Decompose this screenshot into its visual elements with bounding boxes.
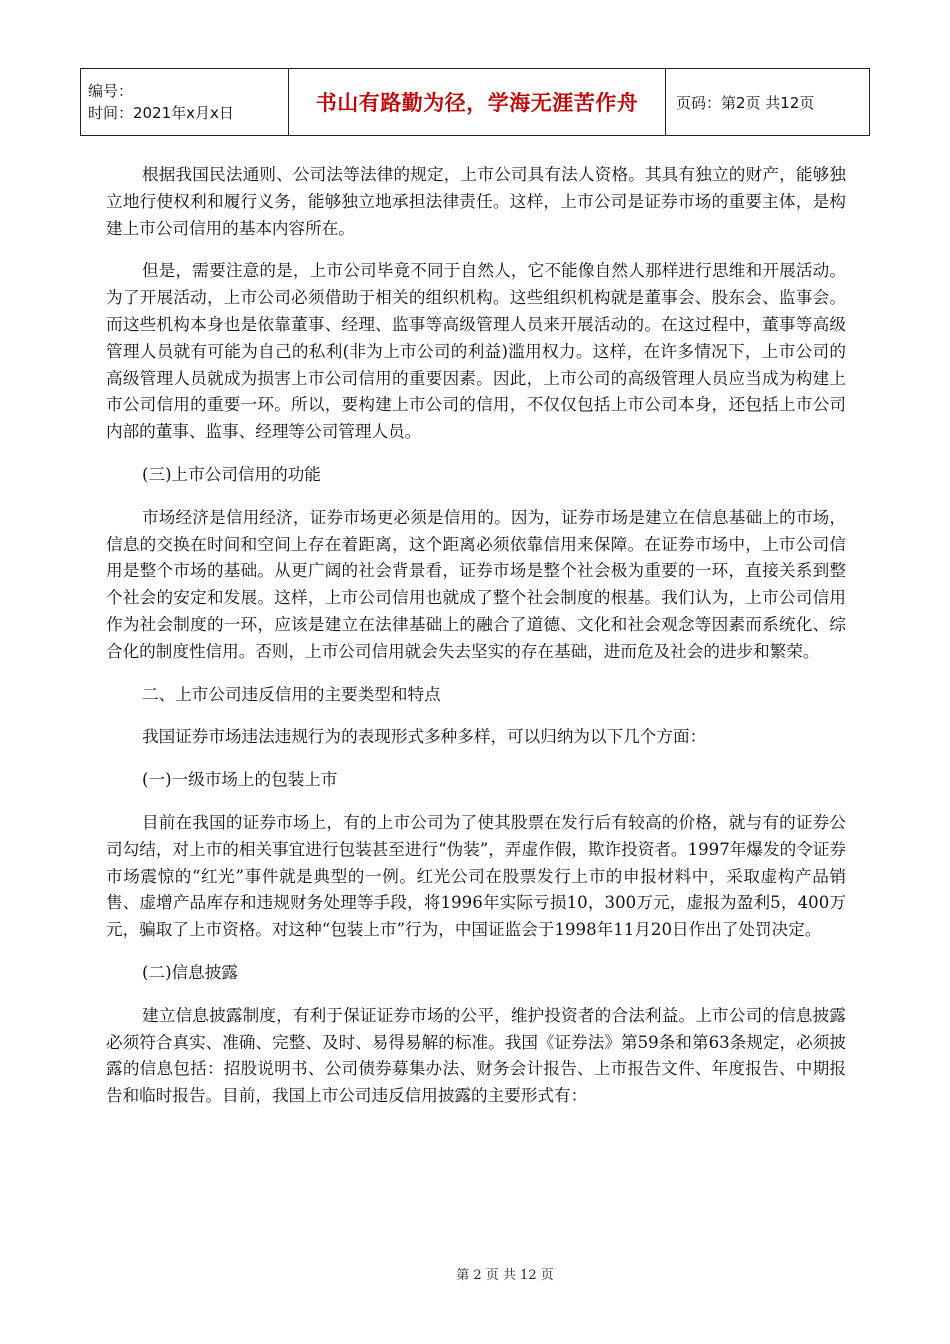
- section-heading: (二)信息披露: [142, 962, 238, 982]
- header-page-info: 页码：第2页 共12页: [666, 69, 870, 136]
- header-meta-cell: [81, 69, 289, 136]
- paragraph: 市场经济是信用经济，证券市场更必须是信用的。因为，证券市场是建立在信息基础上的市场，信息的交换在时间和空间上存在着距离，这个距离必须依靠信用来保障。在证券市场中，上市公司信用是整个市场的基础。从更广阔的社会背景看，证券市场是整个社会极为重要的一环，直接关系到整个社会的安定和发展。这样，上市公司信用也就成了整个社会制度的根基。我们认为，上市公司信用作为社会制度的一环，应该是建立在法律基础上的融合了道德、文化和社会观念等因素而系统化、综合化的制度性信用。否则，上市公司信用就会失去坚实的存在基础，进而危及社会的进步和繁荣。: [106, 507, 846, 661]
- section-heading: 二、上市公司违反信用的主要类型和特点: [142, 684, 441, 704]
- section-heading: (三)上市公司信用的功能: [142, 464, 321, 484]
- page-footer: 第 2 页 共 12 页: [456, 1268, 554, 1283]
- paragraph: 但是，需要注意的是，上市公司毕竟不同于自然人，它不能像自然人那样进行思维和开展活动。为了开展活动，上市公司必须借助于相关的组织机构。这些组织机构就是董事会、股东会、监事会。而这些机构本身也是依靠董事、经理、监事等高级管理人员来开展活动的。在这过程中，董事等高级管理人员就有可能为自己的私利(非为上市公司的利益)滥用权力。这样，在许多情况下，上市公司的高级管理人员就成为损害上市公司信用的重要因素。因此，上市公司的高级管理人员应当成为构建上市公司信用的重要一环。所以，要构建上市公司的信用，不仅仅包括上市公司本身，还包括上市公司内部的董事、监事、经理等公司管理人员。: [106, 261, 846, 442]
- paragraph: 目前在我国的证券市场上，有的上市公司为了使其股票在发行后有较高的价格，就与有的证券公司勾结，对上市的相关事宜进行包装甚至进行“伪装”，弄虚作假，欺诈投资者。1997年爆发的令证券市场震惊的“红光”事件就是典型的一例。红光公司在股票发行上市的申报材料中，采取虚构产品销售、虚增产品库存和违规财务处理等手段，将1996年实际亏损10，300万元，虚报为盈利5，400万元，骗取了上市资格。对这种“包装上市”行为，中国证监会于1998年11月20日作出了处罚决定。: [106, 812, 846, 940]
- document-body: [106, 162, 846, 1126]
- document-number-label: 编号：: [88, 82, 134, 100]
- section-heading: (一)一级市场上的包装上市: [142, 770, 338, 790]
- paragraph: 建立信息披露制度，有利于保证证券市场的公平，维护投资者的合法利益。上市公司的信息披露必须符合真实、准确、完整、及时、易得易解的标准。我国《证券法》第59条和第63条规定，必须披露的信息包括：招股说明书、公司债券募集办法、财务会计报告、上市报告文件、年度报告、中期报告和临时报告。目前，我国上市公司违反信用披露的主要形式有：: [106, 1005, 846, 1106]
- intro-line: 我国证券市场违法违规行为的表现形式多种多样，可以归纳为以下几个方面：: [142, 727, 707, 747]
- header-motto: 书山有路勤为径，学海无涯苦作舟: [289, 69, 666, 136]
- document-date: 时间：2021年x月x日: [88, 104, 234, 122]
- paragraph: 根据我国民法通则、公司法等法律的规定，上市公司具有法人资格。其具有独立的财产，能够独立地行使权利和履行义务，能够独立地承担法律责任。这样，上市公司是证券市场的重要主体，是构建上市公司信用的基本内容所在。: [106, 165, 846, 238]
- header-table: [80, 68, 870, 136]
